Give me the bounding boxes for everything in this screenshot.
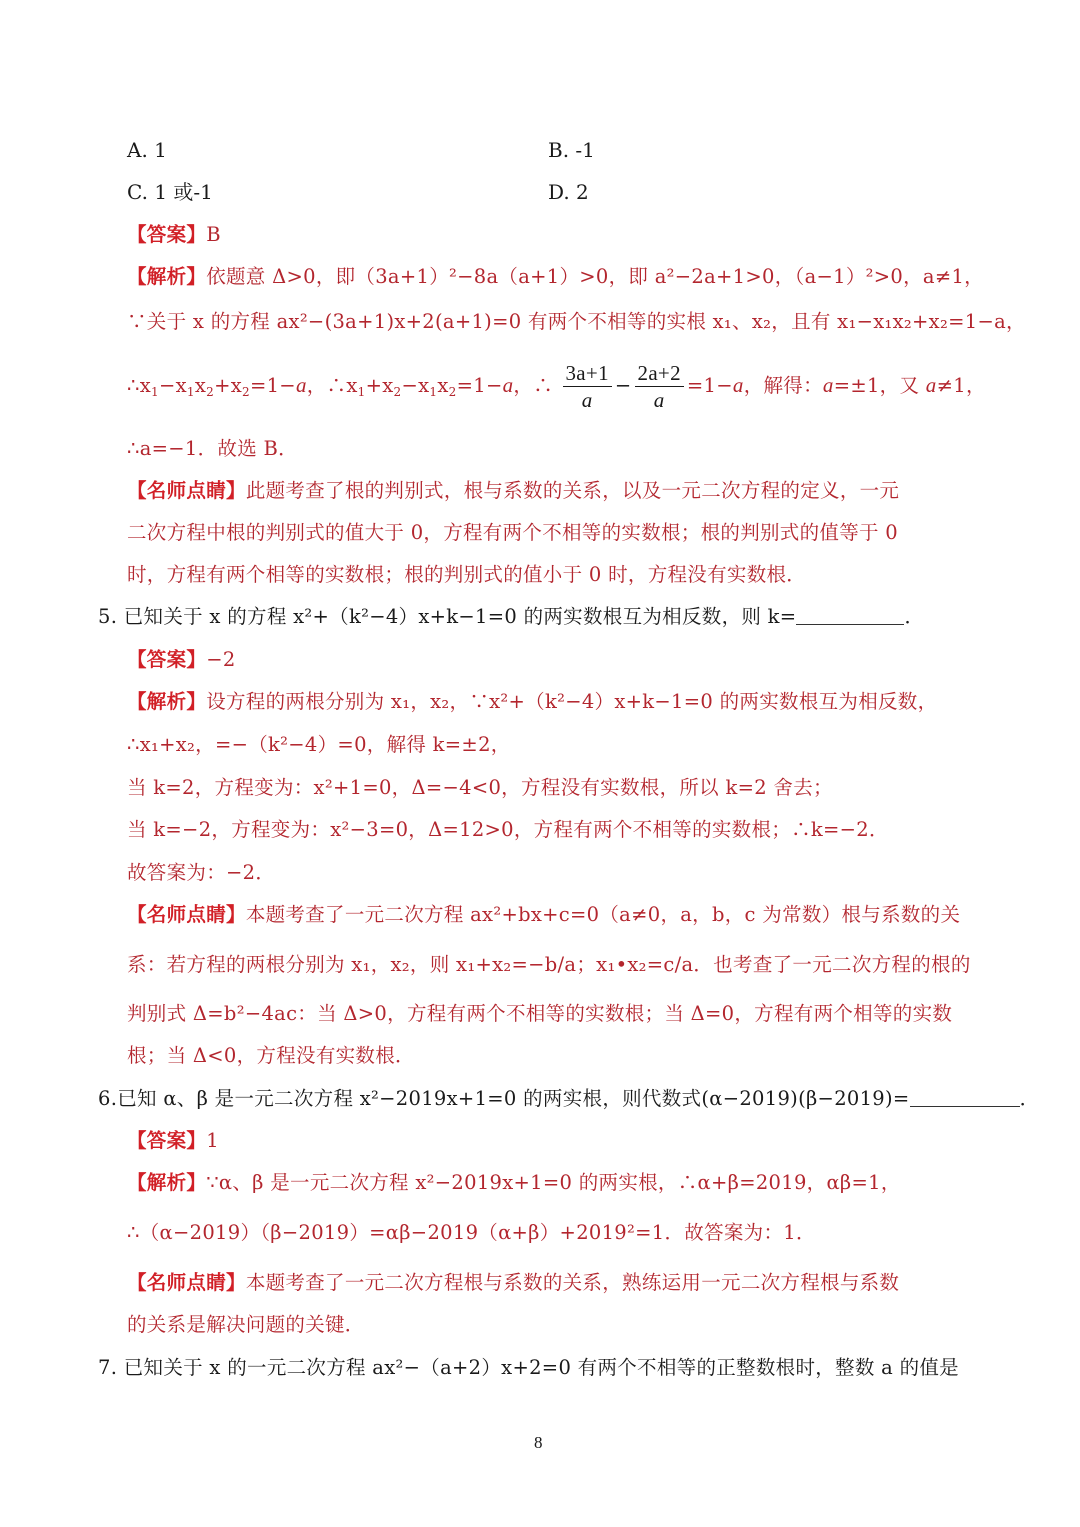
analysis-tag: 【解析】 — [127, 690, 207, 713]
q4-answer: 【答案】B — [127, 223, 221, 246]
q4-analysis-line-1: 【解析】依题意 Δ>0，即（3a+1）²−8a（a+1）>0，即 a²−2a+1>0，（a−1）²>0，a≠1， — [127, 265, 984, 288]
option-c: C. 1 或-1 — [127, 180, 213, 204]
fraction-3a-plus-1-over-a: $\frac{3a+1}{a}$ — [563, 360, 612, 413]
answer-tag: 【答案】 — [127, 648, 207, 671]
q5-analysis-line-3: 当 k=2，方程变为：x²+1=0，Δ=−4<0，方程没有实数根，所以 k=2 舍去； — [127, 776, 833, 799]
option-d: D. 2 — [548, 180, 589, 204]
q6-analysis-line-2: ∴（α−2019）（β−2019）=αβ−2019（α+β）+2019²=1．故答案为：1． — [127, 1221, 816, 1244]
q6-teacher-note-line-1: 【名师点睛】本题考查了一元二次方程根与系数的关系，熟练运用一元二次方程根与系数 — [127, 1271, 900, 1294]
page-number: 8 — [534, 1433, 543, 1452]
q5-answer: 【答案】−2 — [127, 648, 236, 671]
q4-teacher-note-line-2: 二次方程中根的判别式的值大于 0，方程有两个不相等的实数根；根的判别式的值等于 0 — [127, 521, 899, 544]
q4-teacher-note-line-1: 【名师点睛】此题考查了根的判别式，根与系数的关系，以及一元二次方程的定义，一元 — [127, 479, 900, 502]
q5-analysis-line-5: 故答案为：−2． — [127, 861, 276, 884]
q5-teacher-note-line-3: 判别式 Δ=b²−4ac：当 Δ>0，方程有两个不相等的实数根；当 Δ=0，方程有两个相等的实数 — [127, 1002, 953, 1025]
teacher-tag: 【名师点睛】 — [127, 903, 246, 926]
q5-analysis-line-4: 当 k=−2，方程变为：x²−3=0，Δ=12>0，方程有两个不相等的实数根；∴k=−2． — [127, 818, 889, 841]
q5-analysis-line-2: ∴x₁+x₂，=−（k²−4）=0，解得 k=±2， — [127, 733, 511, 756]
analysis-tag: 【解析】 — [127, 1171, 207, 1194]
q4-analysis-line-4: ∴a=−1．故选 B． — [127, 437, 298, 460]
q5-analysis-line-1: 【解析】设方程的两根分别为 x₁，x₂，∵x²+（k²−4）x+k−1=0 的两实数根互为相反数， — [127, 690, 938, 713]
q4-analysis-line-3: $\therefore x_1-x_1x_2+x_2=1-a$，$\therefore x_1+x_2-x_1x_2=1-a$，∴ $\frac{3a+1}{a}$ − $\frac{2a+2}{a}$ =1−a，解得：a=±1，又 a≠1， — [127, 361, 986, 412]
analysis-tag: 【解析】 — [127, 265, 207, 288]
q6-analysis-line-1: 【解析】∵α、β 是一元二次方程 x²−2019x+1=0 的两实根，∴α+β=2019，αβ=1， — [127, 1171, 901, 1194]
q5-question: 5. 已知关于 x 的方程 x²+（k²−4）x+k−1=0 的两实数根互为相反数，则 k= ． — [98, 605, 925, 628]
q5-teacher-note-line-1: 【名师点睛】本题考查了一元二次方程 ax²+bx+c=0（a≠0，a，b，c 为常数）根与系数的关 — [127, 903, 961, 926]
answer-blank — [910, 1088, 1020, 1107]
fraction-2a-plus-2-over-a: $\frac{2a+2}{a}$ — [635, 360, 684, 413]
answer-tag: 【答案】 — [127, 223, 207, 246]
option-b: B. -1 — [548, 138, 595, 162]
answer-blank — [796, 606, 904, 625]
answer-tag: 【答案】 — [127, 1129, 207, 1152]
q5-teacher-note-line-4: 根；当 Δ<0，方程没有实数根． — [127, 1044, 415, 1067]
q4-analysis-line-2: ∵关于 x 的方程 ax²−(3a+1)x+2(a+1)=0 有两个不相等的实根 x₁、x₂，且有 x₁−x₁x₂+x₂=1−a， — [127, 310, 1026, 333]
q6-question: 6.已知 α、β 是一元二次方程 x²−2019x+1=0 的两实根，则代数式(α−2019)(β−2019)= ． — [98, 1087, 1040, 1110]
option-a: A. 1 — [127, 138, 167, 162]
q6-answer: 【答案】1 — [127, 1129, 219, 1152]
q7-question: 7. 已知关于 x 的一元二次方程 ax²−（a+2）x+2=0 有两个不相等的正整数根时，整数 a 的值是 — [98, 1356, 959, 1379]
teacher-tag: 【名师点睛】 — [127, 479, 246, 502]
q4-teacher-note-line-3: 时，方程有两个相等的实数根；根的判别式的值小于 0 时，方程没有实数根． — [127, 563, 807, 586]
q5-teacher-note-line-2: 系：若方程的两根分别为 x₁，x₂，则 x₁+x₂=−b/a；x₁•x₂=c/a．也考查了一元二次方程的根的 — [127, 953, 971, 976]
q6-teacher-note-line-2: 的关系是解决问题的关键． — [127, 1313, 365, 1336]
teacher-tag: 【名师点睛】 — [127, 1271, 246, 1294]
